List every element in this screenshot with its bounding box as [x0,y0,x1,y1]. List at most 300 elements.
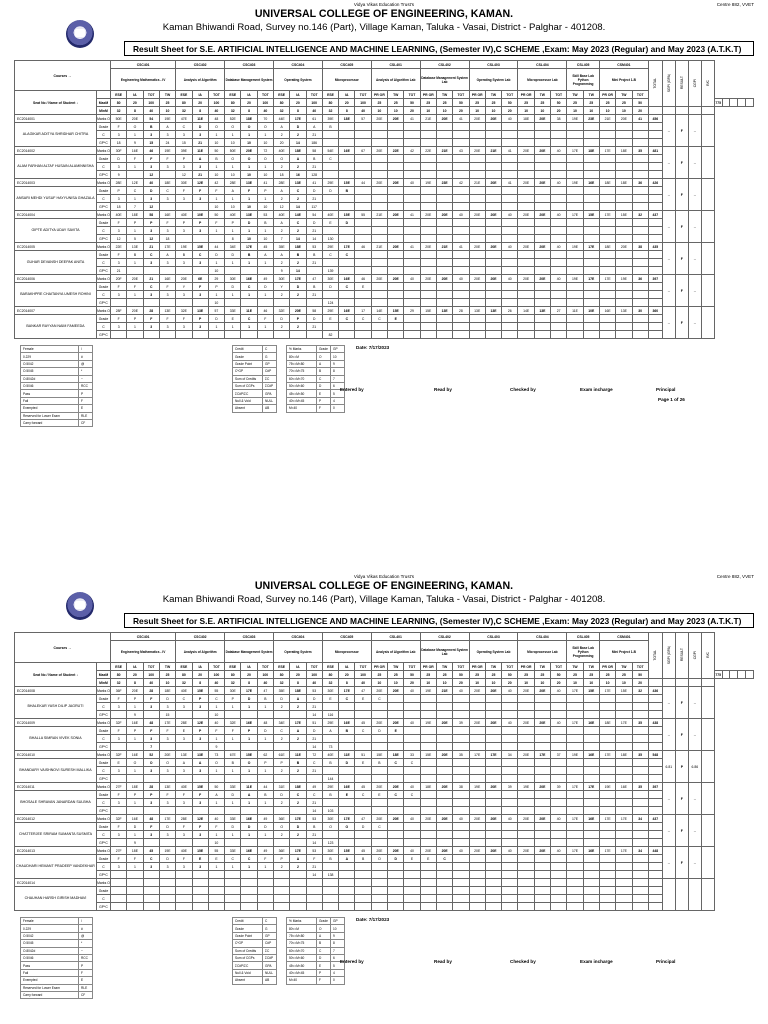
legend-cell: P [79,390,93,397]
mark-cell: D [273,791,289,799]
mark-cell [485,903,501,911]
mark-cell: 21E [599,115,615,123]
mark-cell: D [257,727,273,735]
mark-cell: 35E [273,687,289,695]
mark-cell [404,711,420,719]
mark-cell [583,831,599,839]
mark-cell: 12E [192,719,208,727]
mark-cell: 481 [648,147,662,155]
mark-cell: 2 [273,799,289,807]
mark-cell: 70 [257,115,273,123]
mark-cell [420,283,436,291]
mark-cell: C [290,791,306,799]
mark-cell [567,187,583,195]
max-min-value: 40 [355,679,371,687]
mark-cell [551,887,567,895]
mark-cell: 47E [176,115,192,123]
mark-cell [648,695,662,703]
mark-cell: 61 [306,115,322,123]
mark-cell: 49 [257,815,273,823]
mark-cell [436,227,452,235]
mark-cell: F [111,219,127,227]
legend-cell: B [317,940,331,947]
mark-cell [273,887,289,895]
mark-cell [453,291,469,299]
mark-cell: 17E [567,147,583,155]
mark-cell: 30E [322,687,338,695]
page-number: Page 1 of 26 [658,397,685,402]
mark-cell: 16E [339,307,355,315]
mark-cell [648,863,662,871]
max-min-value: 80 [225,99,241,107]
mark-cell: 45 [355,783,371,791]
mark-cell [436,799,452,807]
mark-cell: 47 [355,687,371,695]
mark-cell: 40 [404,847,420,855]
mark-cell: 18E [388,751,404,759]
legend-cell: ΣC [263,947,277,954]
mark-cell: 3 [143,195,159,203]
mark-cell [551,131,567,139]
mark-cell: 20E [485,243,501,251]
mark-cell: 54 [143,115,159,123]
mark-cell: 1 [208,131,224,139]
mark-cell [551,227,567,235]
mark-cell [404,823,420,831]
mark-cell: 18 [159,235,175,243]
max-min-value: 50 [632,99,648,107]
mark-cell: E [322,315,338,323]
mark-cell [518,695,534,703]
mark-cell [420,139,436,147]
legend-cell: @ [79,932,93,939]
mark-cell [371,775,387,783]
mark-cell [485,831,501,839]
mark-cell: 1 [241,131,257,139]
legend-row [21,412,93,419]
mark-cell: 397 [648,783,662,791]
row-label: C [97,895,111,903]
max-min-value: 10 [388,107,404,115]
legend-row [287,405,345,412]
legend-cell: @ [79,360,93,367]
mark-cell [567,863,583,871]
column-head: IA [241,91,257,99]
mark-cell [453,903,469,911]
mark-cell: D [306,727,322,735]
mark-cell [306,879,322,887]
legend-cell: ΣC [263,375,277,382]
extra-label: RESULT [679,76,684,90]
legend-row [21,346,93,353]
mark-cell [599,283,615,291]
mark-cell: 20E [485,815,501,823]
mark-cell: 3 [192,863,208,871]
mark-cell [534,283,550,291]
max-min-value: 80 [176,671,192,679]
column-head: TOT [355,91,371,99]
mark-cell: 20E [388,115,404,123]
mark-cell: 73 [208,751,224,759]
mark-cell [567,735,583,743]
mark-cell: 1 [127,163,143,171]
mark-cell: B [322,855,338,863]
cgpi-value: -- [688,179,701,211]
mark-cell [371,767,387,775]
mark-cell [290,807,306,815]
mark-cell [485,695,501,703]
mark-cell: C [404,791,420,799]
mark-cell [567,823,583,831]
mark-cell: 10 [241,139,257,147]
mark-cell [241,775,257,783]
mark-cell: 3 [111,703,127,711]
mark-cell: F [111,727,127,735]
course-code: CSM401 [599,633,648,641]
mark-cell: 16E [583,719,599,727]
blank-cell [722,671,730,679]
subject-name: Microprocessor Lab [518,69,567,91]
mark-cell [241,895,257,903]
mark-cell [567,139,583,147]
mark-cell: E [355,283,371,291]
mark-cell [420,187,436,195]
mark-cell [453,863,469,871]
mark-cell [355,203,371,211]
mark-cell [420,879,436,887]
legend-cell: Credit [233,918,263,925]
mark-cell [567,759,583,767]
legend-cell: 0.229 [21,353,79,360]
mark-cell: D [159,695,175,703]
legend-row [233,346,277,353]
mark-cell: 35 [632,783,648,791]
mark-cell [599,775,615,783]
mark-cell: 40 [502,815,518,823]
mark-cell: F [176,315,192,323]
row-label: Grade [97,791,111,799]
mark-cell: C [143,251,159,259]
mark-cell [404,735,420,743]
extra-header [662,633,675,679]
mark-cell: 10 [257,235,273,243]
legend-cell: Female [21,346,79,353]
blank-cell [701,679,714,687]
student-name: GIPTE ADITYA UDAY SAVITA [15,219,97,243]
mark-cell [648,299,662,307]
mark-cell: 17E [599,275,615,283]
mark-cell [567,219,583,227]
mark-cell [322,171,338,179]
mark-cell: 20E [388,783,404,791]
mark-cell [583,807,599,815]
subject-name: Analysis of Algorithm Lab [371,69,420,91]
mark-cell: 15E [192,783,208,791]
mark-cell [273,871,289,879]
mark-cell: 54 [306,211,322,219]
mark-cell [371,195,387,203]
mark-cell [339,903,355,911]
legend-cell: 70<=M<75 [287,368,317,375]
mark-cell [551,711,567,719]
student-row [15,227,754,235]
mark-cell [599,735,615,743]
mark-cell: 21 [143,243,159,251]
mark-cell [355,775,371,783]
mark-cell: 21 [143,275,159,283]
mark-cell: O [322,823,338,831]
mark-cell [599,839,615,847]
mark-cell [583,259,599,267]
result-value: F [675,243,688,275]
mark-cell: B [306,155,322,163]
mark-cell: 35 [632,751,648,759]
mark-cell [355,163,371,171]
mark-cell [225,895,241,903]
mark-cell [339,123,355,131]
column-head: TW [616,663,632,671]
mark-cell [567,879,583,887]
column-head: ESE [176,663,192,671]
mark-cell [583,791,599,799]
mark-cell: 14 [290,139,306,147]
legend-cell: O.5042 [21,932,79,939]
mark-cell: P [192,315,208,323]
mark-cell [485,863,501,871]
mark-cell: 1 [241,323,257,331]
mark-cell [599,767,615,775]
mark-cell: 13E [534,307,550,315]
mark-cell [632,123,648,131]
mark-cell [339,743,355,751]
mark-cell: 29E [322,307,338,315]
mark-cell [502,283,518,291]
mark-cell: 30E [225,687,241,695]
mark-cell: 46 [355,275,371,283]
mark-cell [551,315,567,323]
mark-cell [648,823,662,831]
mark-cell: P [143,791,159,799]
max-min-value: 40 [306,679,322,687]
mark-cell: 51 [306,719,322,727]
mark-cell: 19E [420,179,436,187]
legend-cell: E [79,977,93,984]
mark-cell: 15E [192,847,208,855]
mark-cell [518,291,534,299]
mark-cell [534,807,550,815]
trust-name: Vidya Vikas Education Trust's [353,2,415,7]
row-label: GP*C [97,203,111,211]
legend-cell: Grade [233,353,263,360]
mark-cell: 1 [127,703,143,711]
mark-cell [453,227,469,235]
max-min-value: 8 [192,679,208,687]
mark-cell [322,203,338,211]
mark-cell: 3 [111,163,127,171]
college-address: Kaman Bhiwandi Road, Survey no.146 (Part), Village Kaman, Taluka - Vasai, District - Palghar - 401208. [162,22,606,33]
mark-cell [534,163,550,171]
mark-cell: P [241,727,257,735]
mark-cell [469,791,485,799]
mark-cell: 20E [518,179,534,187]
mark-cell [551,139,567,147]
mark-cell [159,743,175,751]
mark-cell [534,131,550,139]
mark-cell: O [127,123,143,131]
max-min-value [648,107,662,115]
mark-cell: 17E [599,687,615,695]
mark-cell [518,823,534,831]
mark-cell [502,839,518,847]
mark-cell [583,187,599,195]
mark-cell: 20E [371,179,387,187]
max-min-value: 32 [225,679,241,687]
mark-cell [322,879,338,887]
mark-cell [436,331,452,339]
mark-cell: 51 [355,751,371,759]
mark-cell [599,299,615,307]
mark-cell [599,315,615,323]
mark-cell [257,267,273,275]
mark-cell [534,895,550,903]
mark-cell [388,195,404,203]
legend-cell: Credit [233,346,263,353]
blank-cell [688,679,701,687]
mark-cell [469,203,485,211]
mark-cell [632,727,648,735]
mark-cell: 20E [485,179,501,187]
mark-cell: O [208,123,224,131]
mark-cell: 3 [192,831,208,839]
student-row [15,323,754,331]
mark-cell: 17E [290,115,306,123]
mark-cell: 31E [273,783,289,791]
mark-cell [159,871,175,879]
mark-cell [339,331,355,339]
mark-cell [404,879,420,887]
column-head: ESE [225,91,241,99]
mark-cell: 3 [143,227,159,235]
mark-cell [616,299,632,307]
mark-cell: 20E [485,719,501,727]
mark-cell: 14 [290,267,306,275]
mark-cell [518,227,534,235]
mark-cell [518,711,534,719]
mark-cell: 27 [551,307,567,315]
max-min-value: 20 [192,671,208,679]
mark-cell [502,775,518,783]
subject-name: Mini Project 1-B [599,641,648,663]
mark-cell: 20E [241,147,257,155]
blank-cell [730,99,738,107]
mark-cell [534,219,550,227]
mark-cell [208,235,224,243]
mark-cell [518,831,534,839]
mark-cell: 18E [127,211,143,219]
mark-cell: 53 [257,211,273,219]
mark-cell: P [192,219,208,227]
mark-cell: 17E [599,147,615,155]
mark-cell [159,331,175,339]
mark-cell: 9 [127,139,143,147]
mark-cell [469,735,485,743]
signatory-checked-by: Checked by [510,387,536,392]
mark-cell [355,711,371,719]
mark-cell: B [241,251,257,259]
mark-cell: 20E [371,783,387,791]
mark-cell [273,331,289,339]
mark-cell [339,299,355,307]
mark-cell: C [127,187,143,195]
mark-cell [632,171,648,179]
max-min-value: 100 [143,671,159,679]
mark-cell: 3 [143,259,159,267]
mark-cell [453,323,469,331]
mark-cell [485,791,501,799]
legend-head: Grade [317,346,331,353]
mark-cell [371,895,387,903]
mark-cell [599,291,615,299]
cgpi-value: -- [688,307,701,339]
mark-cell [404,123,420,131]
mark-cell [355,291,371,299]
legend-row [287,353,345,360]
student-row [15,703,754,711]
mark-cell [404,203,420,211]
legend-cell: 4 [331,969,345,976]
legend-cell: P [317,397,331,404]
mark-cell: 10 [257,139,273,147]
mark-cell [257,887,273,895]
mark-cell [518,791,534,799]
mark-cell [404,695,420,703]
max-min-value: 100 [306,99,322,107]
mark-cell [355,839,371,847]
legend-row [21,353,93,360]
mark-cell [355,139,371,147]
mark-cell: 3 [111,323,127,331]
student-row [15,687,754,695]
mark-cell: 139 [322,267,338,275]
mark-cell [648,703,662,711]
mark-cell [322,323,338,331]
mark-cell: 39 [502,783,518,791]
extra-header [688,633,701,679]
max-min-value: 10 [567,107,583,115]
mark-cell [404,871,420,879]
mark-cell: 18E [616,179,632,187]
mark-cell [599,123,615,131]
mark-cell: 1 [241,703,257,711]
extra-label: R/C [705,652,710,658]
max-min-value: 32 [273,679,289,687]
rc-value [701,179,714,211]
max-min-value [648,679,662,687]
max-min-value: 80 [176,99,192,107]
mark-cell [257,711,273,719]
mark-cell [143,267,159,275]
max-min-value: 8 [127,107,143,115]
mark-cell [371,163,387,171]
legend-row [21,382,93,389]
mark-cell [404,267,420,275]
mark-cell [127,895,143,903]
mark-cell: 15E [339,179,355,187]
mark-cell [388,299,404,307]
mark-cell [469,291,485,299]
mark-cell: 16 [290,171,306,179]
sgpi-value: -- [662,687,675,719]
